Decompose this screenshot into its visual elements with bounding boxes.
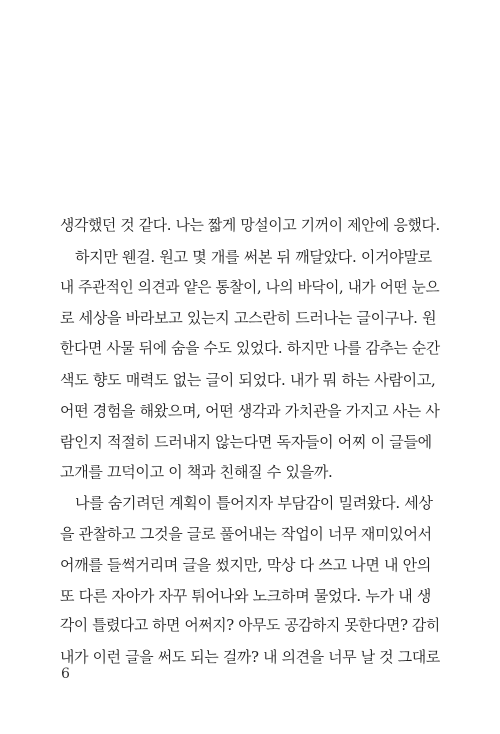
text-line: 고개를 끄덕이고 이 책과 친해질 수 있을까.: [60, 463, 333, 482]
text-line: 을 관찰하고 그것을 글로 풀어내는 작업이 너무 재미있어서: [60, 524, 432, 543]
text-line: 로 세상을 바라보고 있는지 고스란히 드러나는 글이구나. 원: [60, 309, 437, 328]
text-line: 내가 이런 글을 써도 되는 걸까? 내 의견을 너무 날 것 그대로: [60, 648, 440, 667]
text-line: 각이 틀렸다고 하면 어쩌지? 아무도 공감하지 못한다면? 감히: [60, 617, 440, 635]
text-line: 또 다른 자아가 자꾸 튀어나와 노크하며 물었다. 누가 내 생: [60, 586, 432, 605]
text-line: 한다면 사물 뒤에 숨을 수도 있었다. 하지만 나를 감추는 순간: [60, 340, 440, 358]
text-line: 람인지 적절히 드러내지 않는다면 독자들이 어찌 이 글들에: [60, 432, 432, 451]
text-line: 내 주관적인 의견과 얕은 통찰이, 나의 바닥이, 내가 어떤 눈으: [60, 278, 440, 296]
body-text: [60, 211, 440, 673]
text-line: 나를 숨기려던 계획이 틀어지자 부담감이 밀려왔다. 세상: [75, 494, 433, 513]
text-line: 어깨를 들썩거리며 글을 썼지만, 막상 다 쓰고 나면 내 안의: [60, 555, 432, 574]
page-number: 6: [61, 666, 70, 682]
text-line: 생각했던 것 같다. 나는 짧게 망설이고 기꺼이 제안에 응했다.: [60, 217, 440, 234]
text-line: 색도 향도 매력도 없는 글이 되었다. 내가 뭐 하는 사람이고,: [60, 370, 436, 389]
text-line: 하지만 웬걸. 원고 몇 개를 써본 뒤 깨달았다. 이거야말로: [75, 247, 432, 266]
text-line: 어떤 경험을 해왔으며, 어떤 생각과 가치관을 가지고 사는 사: [60, 401, 440, 420]
